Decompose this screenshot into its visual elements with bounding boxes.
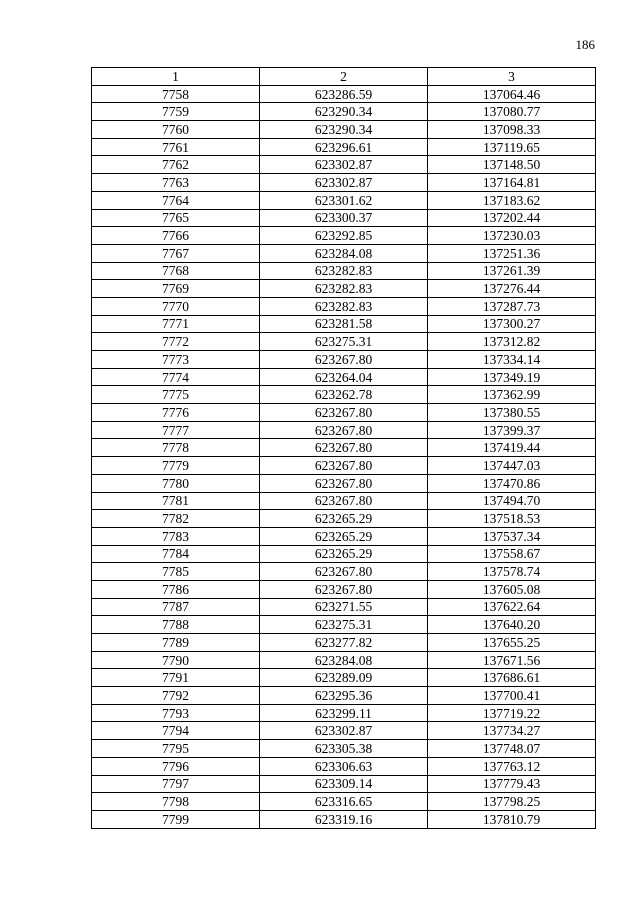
y-coordinate-cell: 137686.61 [428, 669, 596, 687]
table-body [92, 85, 596, 828]
table-row [92, 404, 596, 422]
x-coordinate-cell: 623282.83 [260, 262, 428, 280]
table-row [92, 580, 596, 598]
x-coordinate-cell: 623264.04 [260, 368, 428, 386]
table-row [92, 262, 596, 280]
y-coordinate-cell: 137640.20 [428, 616, 596, 634]
x-coordinate-cell: 623277.82 [260, 634, 428, 652]
y-coordinate-cell: 137734.27 [428, 722, 596, 740]
point-number-cell: 7791 [92, 669, 260, 687]
point-number-cell: 7763 [92, 174, 260, 192]
x-coordinate-cell: 623282.83 [260, 280, 428, 298]
point-number-cell: 7759 [92, 103, 260, 121]
table-row [92, 687, 596, 705]
table-row [92, 545, 596, 563]
y-coordinate-cell: 137748.07 [428, 740, 596, 758]
column-header-2: 2 [260, 68, 428, 86]
table-row [92, 704, 596, 722]
point-number-cell: 7793 [92, 704, 260, 722]
point-number-cell: 7772 [92, 333, 260, 351]
table-row [92, 527, 596, 545]
x-coordinate-cell: 623302.87 [260, 174, 428, 192]
y-coordinate-cell: 137447.03 [428, 457, 596, 475]
x-coordinate-cell: 623316.65 [260, 793, 428, 811]
table-row [92, 634, 596, 652]
point-number-cell: 7777 [92, 421, 260, 439]
y-coordinate-cell: 137763.12 [428, 757, 596, 775]
y-coordinate-cell: 137419.44 [428, 439, 596, 457]
point-number-cell: 7795 [92, 740, 260, 758]
page-number: 186 [575, 37, 595, 52]
x-coordinate-cell: 623281.58 [260, 315, 428, 333]
y-coordinate-cell: 137380.55 [428, 404, 596, 422]
x-coordinate-cell: 623292.85 [260, 227, 428, 245]
x-coordinate-cell: 623284.08 [260, 651, 428, 669]
y-coordinate-cell: 137399.37 [428, 421, 596, 439]
x-coordinate-cell: 623290.34 [260, 121, 428, 139]
y-coordinate-cell: 137064.46 [428, 85, 596, 103]
y-coordinate-cell: 137183.62 [428, 191, 596, 209]
y-coordinate-cell: 137558.67 [428, 545, 596, 563]
point-number-cell: 7780 [92, 474, 260, 492]
table-row [92, 297, 596, 315]
point-number-cell: 7798 [92, 793, 260, 811]
table-row [92, 669, 596, 687]
y-coordinate-cell: 137080.77 [428, 103, 596, 121]
table-row [92, 740, 596, 758]
x-coordinate-cell: 623267.80 [260, 580, 428, 598]
x-coordinate-cell: 623305.38 [260, 740, 428, 758]
x-coordinate-cell: 623302.87 [260, 156, 428, 174]
point-number-cell: 7776 [92, 404, 260, 422]
point-number-cell: 7764 [92, 191, 260, 209]
point-number-cell: 7784 [92, 545, 260, 563]
table-row [92, 315, 596, 333]
x-coordinate-cell: 623319.16 [260, 810, 428, 828]
table-row [92, 138, 596, 156]
point-number-cell: 7792 [92, 687, 260, 705]
point-number-cell: 7761 [92, 138, 260, 156]
point-number-cell: 7768 [92, 262, 260, 280]
table-row [92, 85, 596, 103]
point-number-cell: 7758 [92, 85, 260, 103]
point-number-cell: 7779 [92, 457, 260, 475]
table-row [92, 793, 596, 811]
y-coordinate-cell: 137719.22 [428, 704, 596, 722]
y-coordinate-cell: 137276.44 [428, 280, 596, 298]
x-coordinate-cell: 623301.62 [260, 191, 428, 209]
point-number-cell: 7760 [92, 121, 260, 139]
table-row [92, 156, 596, 174]
x-coordinate-cell: 623267.80 [260, 563, 428, 581]
x-coordinate-cell: 623275.31 [260, 616, 428, 634]
x-coordinate-cell: 623286.59 [260, 85, 428, 103]
y-coordinate-cell: 137655.25 [428, 634, 596, 652]
table-row [92, 563, 596, 581]
y-coordinate-cell: 137537.34 [428, 527, 596, 545]
point-number-cell: 7797 [92, 775, 260, 793]
x-coordinate-cell: 623265.29 [260, 527, 428, 545]
point-number-cell: 7774 [92, 368, 260, 386]
y-coordinate-cell: 137622.64 [428, 598, 596, 616]
x-coordinate-cell: 623295.36 [260, 687, 428, 705]
table-row [92, 651, 596, 669]
table-row [92, 103, 596, 121]
y-coordinate-cell: 137578.74 [428, 563, 596, 581]
x-coordinate-cell: 623267.80 [260, 492, 428, 510]
y-coordinate-cell: 137470.86 [428, 474, 596, 492]
y-coordinate-cell: 137494.70 [428, 492, 596, 510]
x-coordinate-cell: 623271.55 [260, 598, 428, 616]
y-coordinate-cell: 137148.50 [428, 156, 596, 174]
column-header-3: 3 [428, 68, 596, 86]
y-coordinate-cell: 137798.25 [428, 793, 596, 811]
table-row [92, 174, 596, 192]
table-row [92, 722, 596, 740]
x-coordinate-cell: 623267.80 [260, 439, 428, 457]
table-row [92, 492, 596, 510]
point-number-cell: 7786 [92, 580, 260, 598]
x-coordinate-cell: 623267.80 [260, 457, 428, 475]
table-row [92, 333, 596, 351]
table-row [92, 510, 596, 528]
y-coordinate-cell: 137287.73 [428, 297, 596, 315]
x-coordinate-cell: 623262.78 [260, 386, 428, 404]
x-coordinate-cell: 623284.08 [260, 244, 428, 262]
y-coordinate-cell: 137362.99 [428, 386, 596, 404]
column-header-1: 1 [92, 68, 260, 86]
x-coordinate-cell: 623267.80 [260, 404, 428, 422]
point-number-cell: 7767 [92, 244, 260, 262]
point-number-cell: 7790 [92, 651, 260, 669]
table-row [92, 421, 596, 439]
point-number-cell: 7796 [92, 757, 260, 775]
y-coordinate-cell: 137605.08 [428, 580, 596, 598]
table-row [92, 598, 596, 616]
table-row [92, 386, 596, 404]
table-header-row [92, 68, 596, 86]
table-row [92, 368, 596, 386]
table-row [92, 439, 596, 457]
table-row [92, 757, 596, 775]
table-row [92, 121, 596, 139]
point-number-cell: 7770 [92, 297, 260, 315]
x-coordinate-cell: 623265.29 [260, 545, 428, 563]
y-coordinate-cell: 137779.43 [428, 775, 596, 793]
x-coordinate-cell: 623275.31 [260, 333, 428, 351]
point-number-cell: 7787 [92, 598, 260, 616]
y-coordinate-cell: 137300.27 [428, 315, 596, 333]
y-coordinate-cell: 137202.44 [428, 209, 596, 227]
x-coordinate-cell: 623302.87 [260, 722, 428, 740]
x-coordinate-cell: 623267.80 [260, 474, 428, 492]
point-number-cell: 7785 [92, 563, 260, 581]
point-number-cell: 7769 [92, 280, 260, 298]
table-row [92, 191, 596, 209]
x-coordinate-cell: 623309.14 [260, 775, 428, 793]
y-coordinate-cell: 137251.36 [428, 244, 596, 262]
point-number-cell: 7788 [92, 616, 260, 634]
table-row [92, 280, 596, 298]
y-coordinate-cell: 137700.41 [428, 687, 596, 705]
x-coordinate-cell: 623267.80 [260, 351, 428, 369]
point-number-cell: 7782 [92, 510, 260, 528]
x-coordinate-cell: 623299.11 [260, 704, 428, 722]
y-coordinate-cell: 137312.82 [428, 333, 596, 351]
y-coordinate-cell: 137261.39 [428, 262, 596, 280]
y-coordinate-cell: 137119.65 [428, 138, 596, 156]
x-coordinate-cell: 623306.63 [260, 757, 428, 775]
x-coordinate-cell: 623296.61 [260, 138, 428, 156]
point-number-cell: 7799 [92, 810, 260, 828]
point-number-cell: 7765 [92, 209, 260, 227]
x-coordinate-cell: 623289.09 [260, 669, 428, 687]
y-coordinate-cell: 137230.03 [428, 227, 596, 245]
coordinates-table [91, 67, 596, 829]
x-coordinate-cell: 623290.34 [260, 103, 428, 121]
table-row [92, 457, 596, 475]
table-row [92, 616, 596, 634]
point-number-cell: 7794 [92, 722, 260, 740]
x-coordinate-cell: 623265.29 [260, 510, 428, 528]
table-row [92, 209, 596, 227]
y-coordinate-cell: 137518.53 [428, 510, 596, 528]
table-row [92, 810, 596, 828]
point-number-cell: 7775 [92, 386, 260, 404]
point-number-cell: 7778 [92, 439, 260, 457]
point-number-cell: 7766 [92, 227, 260, 245]
x-coordinate-cell: 623282.83 [260, 297, 428, 315]
point-number-cell: 7762 [92, 156, 260, 174]
point-number-cell: 7781 [92, 492, 260, 510]
point-number-cell: 7773 [92, 351, 260, 369]
y-coordinate-cell: 137164.81 [428, 174, 596, 192]
y-coordinate-cell: 137098.33 [428, 121, 596, 139]
table-row [92, 351, 596, 369]
y-coordinate-cell: 137334.14 [428, 351, 596, 369]
table-row [92, 227, 596, 245]
table-row [92, 474, 596, 492]
y-coordinate-cell: 137810.79 [428, 810, 596, 828]
x-coordinate-cell: 623300.37 [260, 209, 428, 227]
point-number-cell: 7783 [92, 527, 260, 545]
y-coordinate-cell: 137671.56 [428, 651, 596, 669]
table-row [92, 775, 596, 793]
point-number-cell: 7771 [92, 315, 260, 333]
x-coordinate-cell: 623267.80 [260, 421, 428, 439]
y-coordinate-cell: 137349.19 [428, 368, 596, 386]
table-row [92, 244, 596, 262]
point-number-cell: 7789 [92, 634, 260, 652]
